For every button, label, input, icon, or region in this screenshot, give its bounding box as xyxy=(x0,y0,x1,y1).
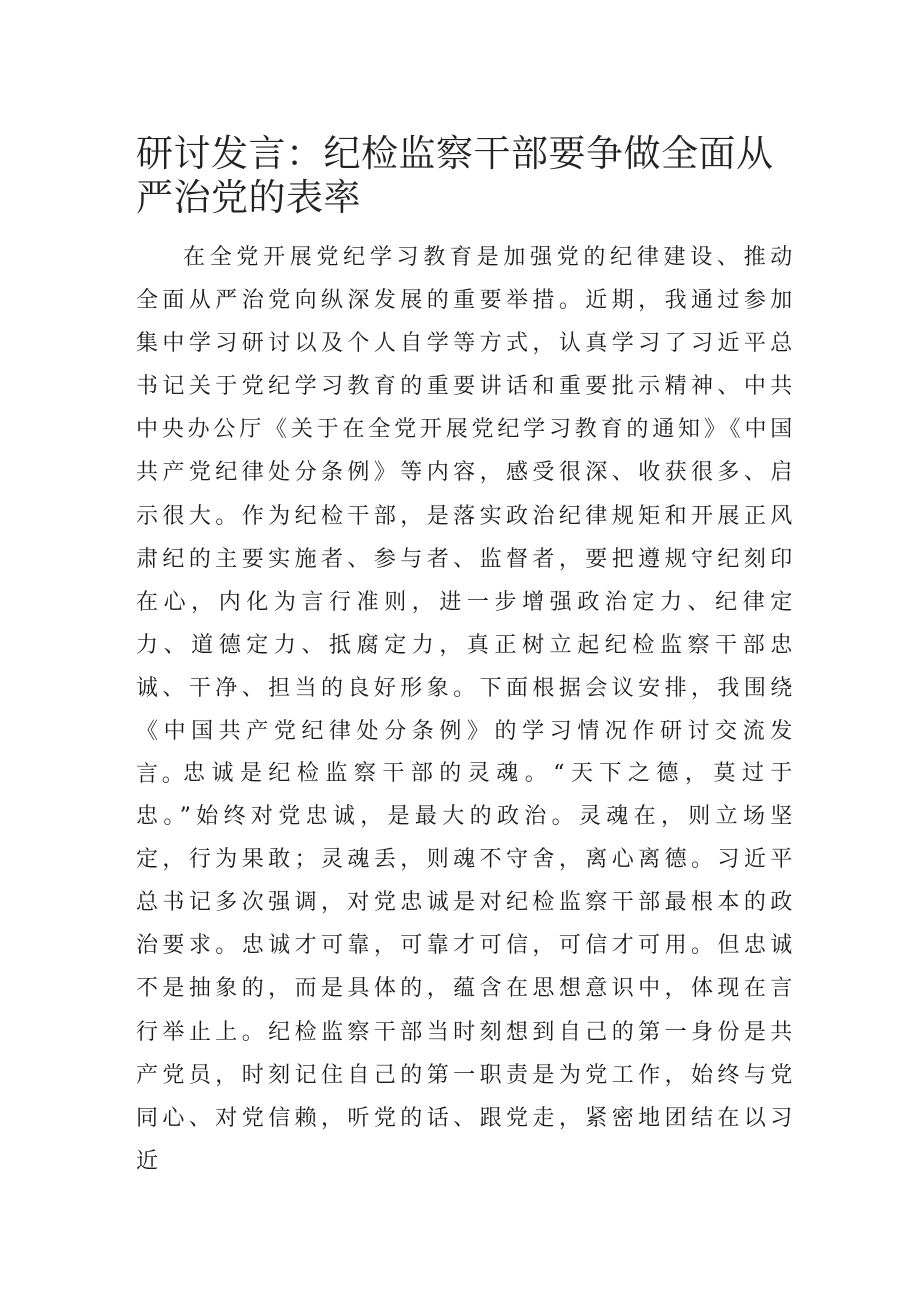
document-title: 研讨发言：纪检监察干部要争做全面从严治党的表率 xyxy=(136,132,774,219)
body-paragraph: 在全党开展党纪学习教育是加强党的纪律建设、推动全面从严治党向纵深发展的重要举措。近期，我通过参加集中学习研讨以及个人自学等方式，认真学习了习近平总书记关于党纪学习教育的重要讲话和重要批示精神、中共中央办公厅《关于在全党开展党纪学习教育的通知》《中国共产党纪律处分条例》等内容，感受很深、收获很多、启示很大。作为纪检干部，是落实政治纪律规矩和开展正风肃纪的主要实施者、参与者、监督者，要把遵规守纪刻印在心，内化为言行准则，进一步增强政治定力、纪律定力、道德定力、抵腐定力，真正树立起纪检监察干部忠诚、干净、担当的良好形象。下面根据会议安排，我围绕《中国共产党纪律处分条例》的学习情况作研讨交流发言。 xyxy=(136,245,796,788)
body-paragraph: 忠诚是纪检监察干部的灵魂。“天下之德，莫过于忠。”始终对党忠诚，是最大的政治。灵魂在，则立场坚定，行为果敢；灵魂丢，则魂不守舍，离心离德。习近平总书记多次强调，对党忠诚是对纪检监察干部最根本的政治要求。忠诚才可靠，可靠才可信，可信才可用。但忠诚不是抽象的，而是具体的，蕴含在思想意识中，体现在言行举止上。纪检监察干部当时刻想到自己的第一身份是共产党员，时刻记住自己的第一职责是为党工作，始终与党同心、对党信赖，听党的话、跟党走，紧密地团结在以习近 xyxy=(136,761,796,1174)
